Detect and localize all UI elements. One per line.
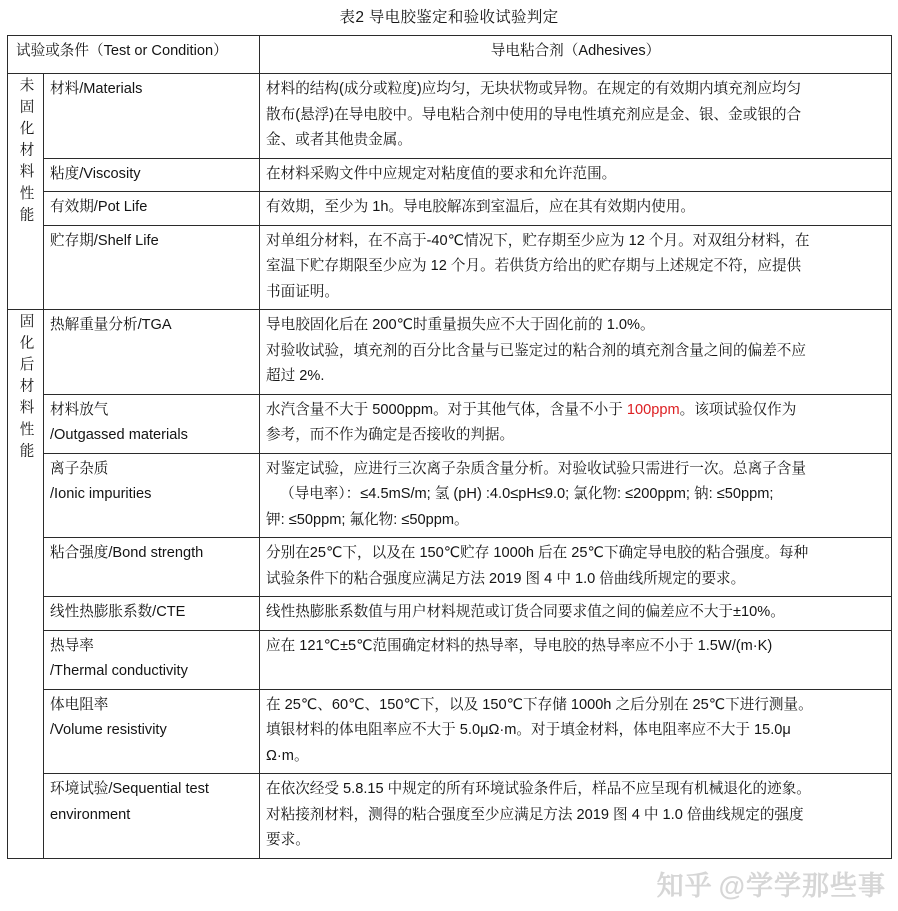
watermark [657,871,886,901]
requirement-detail-line: 填银材料的体电阻率应不大于 5.0μΩ·m。对于填金材料，体电阻率应不大于 15.0μ [266,722,791,738]
table-row [8,225,892,310]
requirement-detail-line: 对单组分材料，在不高于-40℃情况下，贮存期至少应为 12 个月。对双组分材料，在 [266,232,810,249]
table-header-row [8,36,892,74]
test-condition-line: /Outgassed materials [50,427,188,443]
test-condition-cell [44,158,260,192]
watermark-handle: @学学那些事 [718,871,886,901]
column-header-test-or-condition: 试验或条件（Test or Condition） [8,36,260,74]
test-condition-line: 贮存期/Shelf Life [50,232,159,249]
requirement-detail-line: 对验收试验，填充剂的百分比含量与已鉴定过的粘合剂的填充剂含量之间的偏差不应 [266,342,806,359]
test-condition-cell [44,689,260,774]
group-label-cell [8,310,44,859]
requirement-detail-cell [260,310,892,395]
requirement-detail-line: 书面证明。 [266,283,339,300]
table-row [8,74,892,159]
requirement-detail-cell [260,158,892,192]
requirement-detail-line: 在 25℃、60℃、150℃下，以及 150℃下存储 1000h 之后分别在 25℃下进行测量。 [266,696,813,713]
requirement-detail-line: 分别在25℃下，以及在 150℃贮存 1000h 后在 25℃下确定导电胶的粘合强度。每种 [266,545,809,561]
test-condition-line: 体电阻率 [50,696,109,713]
requirement-detail-line: 有效期，至少为 1h。导电胶解冻到室温后，应在其有效期内使用。 [266,199,695,215]
requirement-detail-line: 散布(悬浮)在导电胶中。导电粘合剂中使用的导电性填充剂应是金、银、金或银的合 [266,106,802,123]
test-condition-cell [44,538,260,597]
detail-text-run: 水汽含量不大于 5000ppm。对于其他气体，含量不小于 [266,401,627,418]
requirement-detail-cell [260,689,892,774]
requirement-detail-line: 室温下贮存期限至少应为 12 个月。若供货方给出的贮存期与上述规定不符，应提供 [266,258,802,274]
requirement-detail-cell [260,192,892,226]
requirement-detail-line: 导电胶固化后在 200℃时重量损失应不大于固化前的 1.0%。 [266,317,655,333]
test-condition-cell [44,74,260,159]
test-condition-line: 热解重量分析/TGA [50,317,172,333]
test-condition-cell [44,225,260,310]
requirement-detail-line: 线性热膨胀系数值与用户材料规范或订货合同要求值之间的偏差应不大于±10%。 [266,604,785,620]
requirement-detail-line: （导电率）：≤4.5mS/m; 氢 (pH) :4.0≤pH≤9.0; 氯化物: ≤200ppm; 钠: ≤50ppm; [280,486,774,502]
test-condition-line: 粘度/Viscosity [50,165,141,182]
test-condition-line: 材料放气 [50,401,109,418]
requirement-detail-line: 金、或者其他贵金属。 [266,132,412,148]
requirement-detail-line: 应在 121℃±5℃范围确定材料的热导率，导电胶的热导率应不小于 1.5W/(m·K) [266,637,773,654]
test-condition-line: 热导率 [50,637,94,654]
test-condition-line: 有效期/Pot Life [50,199,148,215]
table-body [8,74,892,859]
table-row [8,689,892,774]
requirement-detail-cell [260,394,892,453]
spec-table [7,35,892,859]
test-condition-line: /Thermal conductivity [50,663,188,679]
test-condition-cell [44,630,260,689]
requirement-detail-line: Ω·m。 [266,747,309,764]
table-row [8,394,892,453]
group-label-text: 固化后材料性能 [17,313,34,465]
requirement-detail-cell [260,74,892,159]
table-row [8,158,892,192]
watermark-logo: 知乎 [656,871,713,901]
table-row [8,310,892,395]
test-condition-line: /Ionic impurities [50,486,152,502]
requirement-detail-cell [260,538,892,597]
test-condition-cell [44,394,260,453]
requirement-detail-line [266,398,885,424]
group-label-cell [8,74,44,310]
test-condition-line: 离子杂质 [50,460,109,477]
test-condition-cell [44,597,260,631]
requirement-detail-cell [260,453,892,538]
highlighted-value: 100ppm [626,401,680,418]
test-condition-line: 粘合强度/Bond strength [50,545,204,561]
requirement-detail-line: 对鉴定试验，应进行三次离子杂质含量分析。对验收试验只需进行一次。总离子含量 [266,460,806,477]
detail-text-run: 参考，而不作为确定是否接收的判据。 [266,427,515,443]
test-condition-line: 环境试验/Sequential test [50,781,209,797]
table-row [8,774,892,859]
table-row [8,538,892,597]
requirement-detail-cell [260,630,892,689]
table-row [8,453,892,538]
table-row [8,630,892,689]
detail-text-run: 。该项试验仅作为 [679,401,797,418]
table-head [8,36,892,74]
requirement-detail-cell [260,597,892,631]
table-row [8,192,892,226]
test-condition-cell [44,192,260,226]
requirement-detail-line: 要求。 [266,832,310,848]
requirement-detail-line: 在依次经受 5.8.15 中规定的所有环境试验条件后，样品不应呈现有机械退化的迹象。 [266,781,811,797]
page-title: 表2 导电胶鉴定和验收试验判定 [339,9,559,26]
requirement-detail-cell [260,774,892,859]
requirement-detail-cell [260,225,892,310]
test-condition-cell [44,774,260,859]
column-header-adhesives: 导电粘合剂（Adhesives） [260,36,892,74]
requirement-detail-line: 在材料采购文件中应规定对粘度值的要求和允许范围。 [266,165,617,182]
requirement-detail-line: 超过 2%. [266,368,325,384]
test-condition-cell [44,453,260,538]
group-label-text: 未固化材料性能 [17,77,34,229]
test-condition-line: /Volume resistivity [50,722,167,738]
test-condition-line: 材料/Materials [50,81,143,97]
requirement-detail-line: 试验条件下的粘合强度应满足方法 2019 图 4 中 1.0 倍曲线所规定的要求。 [266,570,746,587]
requirement-detail-line: 材料的结构(成分或粒度)应均匀，无块状物或异物。在规定的有效期内填充剂应均匀 [266,81,802,97]
table-row [8,597,892,631]
test-condition-line: 线性热膨胀系数/CTE [50,604,186,620]
requirement-detail-line: 对粘接剂材料，测得的粘合强度至少应满足方法 2019 图 4 中 1.0 倍曲线规定的强度 [266,806,804,823]
test-condition-line: environment [50,806,131,823]
requirement-detail-line: 钾: ≤50ppm; 氟化物: ≤50ppm。 [266,511,469,528]
requirement-detail-line [266,423,885,449]
test-condition-cell [44,310,260,395]
